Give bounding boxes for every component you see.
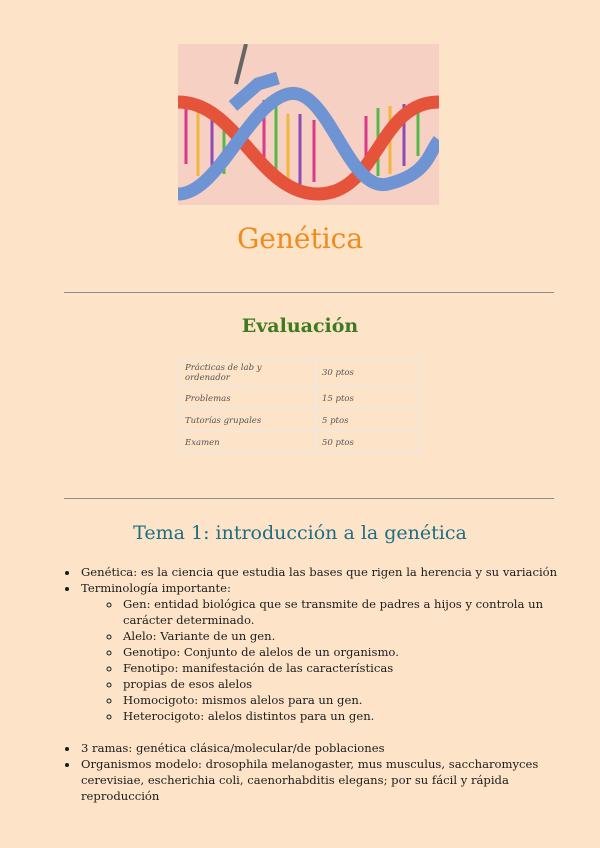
- dna-illustration: [178, 44, 439, 205]
- table-row: [179, 432, 419, 454]
- topic-heading: Tema 1: introducción a la genética: [133, 522, 467, 544]
- list-item: ◦ Fenotipo: manifestación de las características: [121, 660, 579, 676]
- list-item: ◦ Heterocigoto: alelos distintos para un gen.: [121, 708, 579, 724]
- table-cell-item: Prácticas de lab y ordenador: [179, 359, 316, 388]
- list-item: ◦ Gen: entidad biológica que se transmite de padres a hijos y controla un carácter determinado.: [121, 596, 579, 628]
- page-title: Genética: [236, 222, 364, 255]
- list-item: • Organismos modelo: drosophila melanogaster, mus musculus, saccharomyces cerevisiae, escherichia coli, caenorhabditis elegans; por su fácil y rápida reproducción: [79, 756, 579, 804]
- list-item: ◦ propias de esos alelos: [121, 676, 579, 692]
- list-item: ◦ Homocigoto: mismos alelos para un gen.: [121, 692, 579, 708]
- list-item: [79, 580, 579, 724]
- evaluation-heading: Evaluación: [241, 315, 359, 337]
- table-row: [179, 359, 419, 388]
- list-item: ◦ Alelo: Variante de un gen.: [121, 628, 579, 644]
- list-item: • 3 ramas: genética clásica/molecular/de poblaciones: [79, 740, 579, 756]
- table-row: [179, 388, 419, 410]
- list-item-label: Terminología importante:: [81, 581, 231, 595]
- table-cell-item: Examen: [179, 432, 316, 454]
- table-cell-item: Problemas: [179, 388, 316, 410]
- list-item: • Genética: es la ciencia que estudia las bases que rigen la herencia y su variación: [79, 564, 579, 580]
- table-row: [179, 410, 419, 432]
- dna-helix-icon: [178, 44, 439, 205]
- table-cell-item: Tutorías grupales: [179, 410, 316, 432]
- divider: [64, 292, 554, 293]
- table-cell-points: 30 ptos: [316, 359, 419, 388]
- list-item: ◦ Genotipo: Conjunto de alelos de un organismo.: [121, 644, 579, 660]
- terms-list: [81, 596, 579, 724]
- table-cell-points: 50 ptos: [316, 432, 419, 454]
- topic-bullet-list-2: [62, 740, 579, 804]
- table-cell-points: 5 ptos: [316, 410, 419, 432]
- topic-bullet-list: [62, 564, 579, 724]
- evaluation-table: [178, 358, 419, 454]
- divider: [64, 498, 554, 499]
- table-cell-points: 15 ptos: [316, 388, 419, 410]
